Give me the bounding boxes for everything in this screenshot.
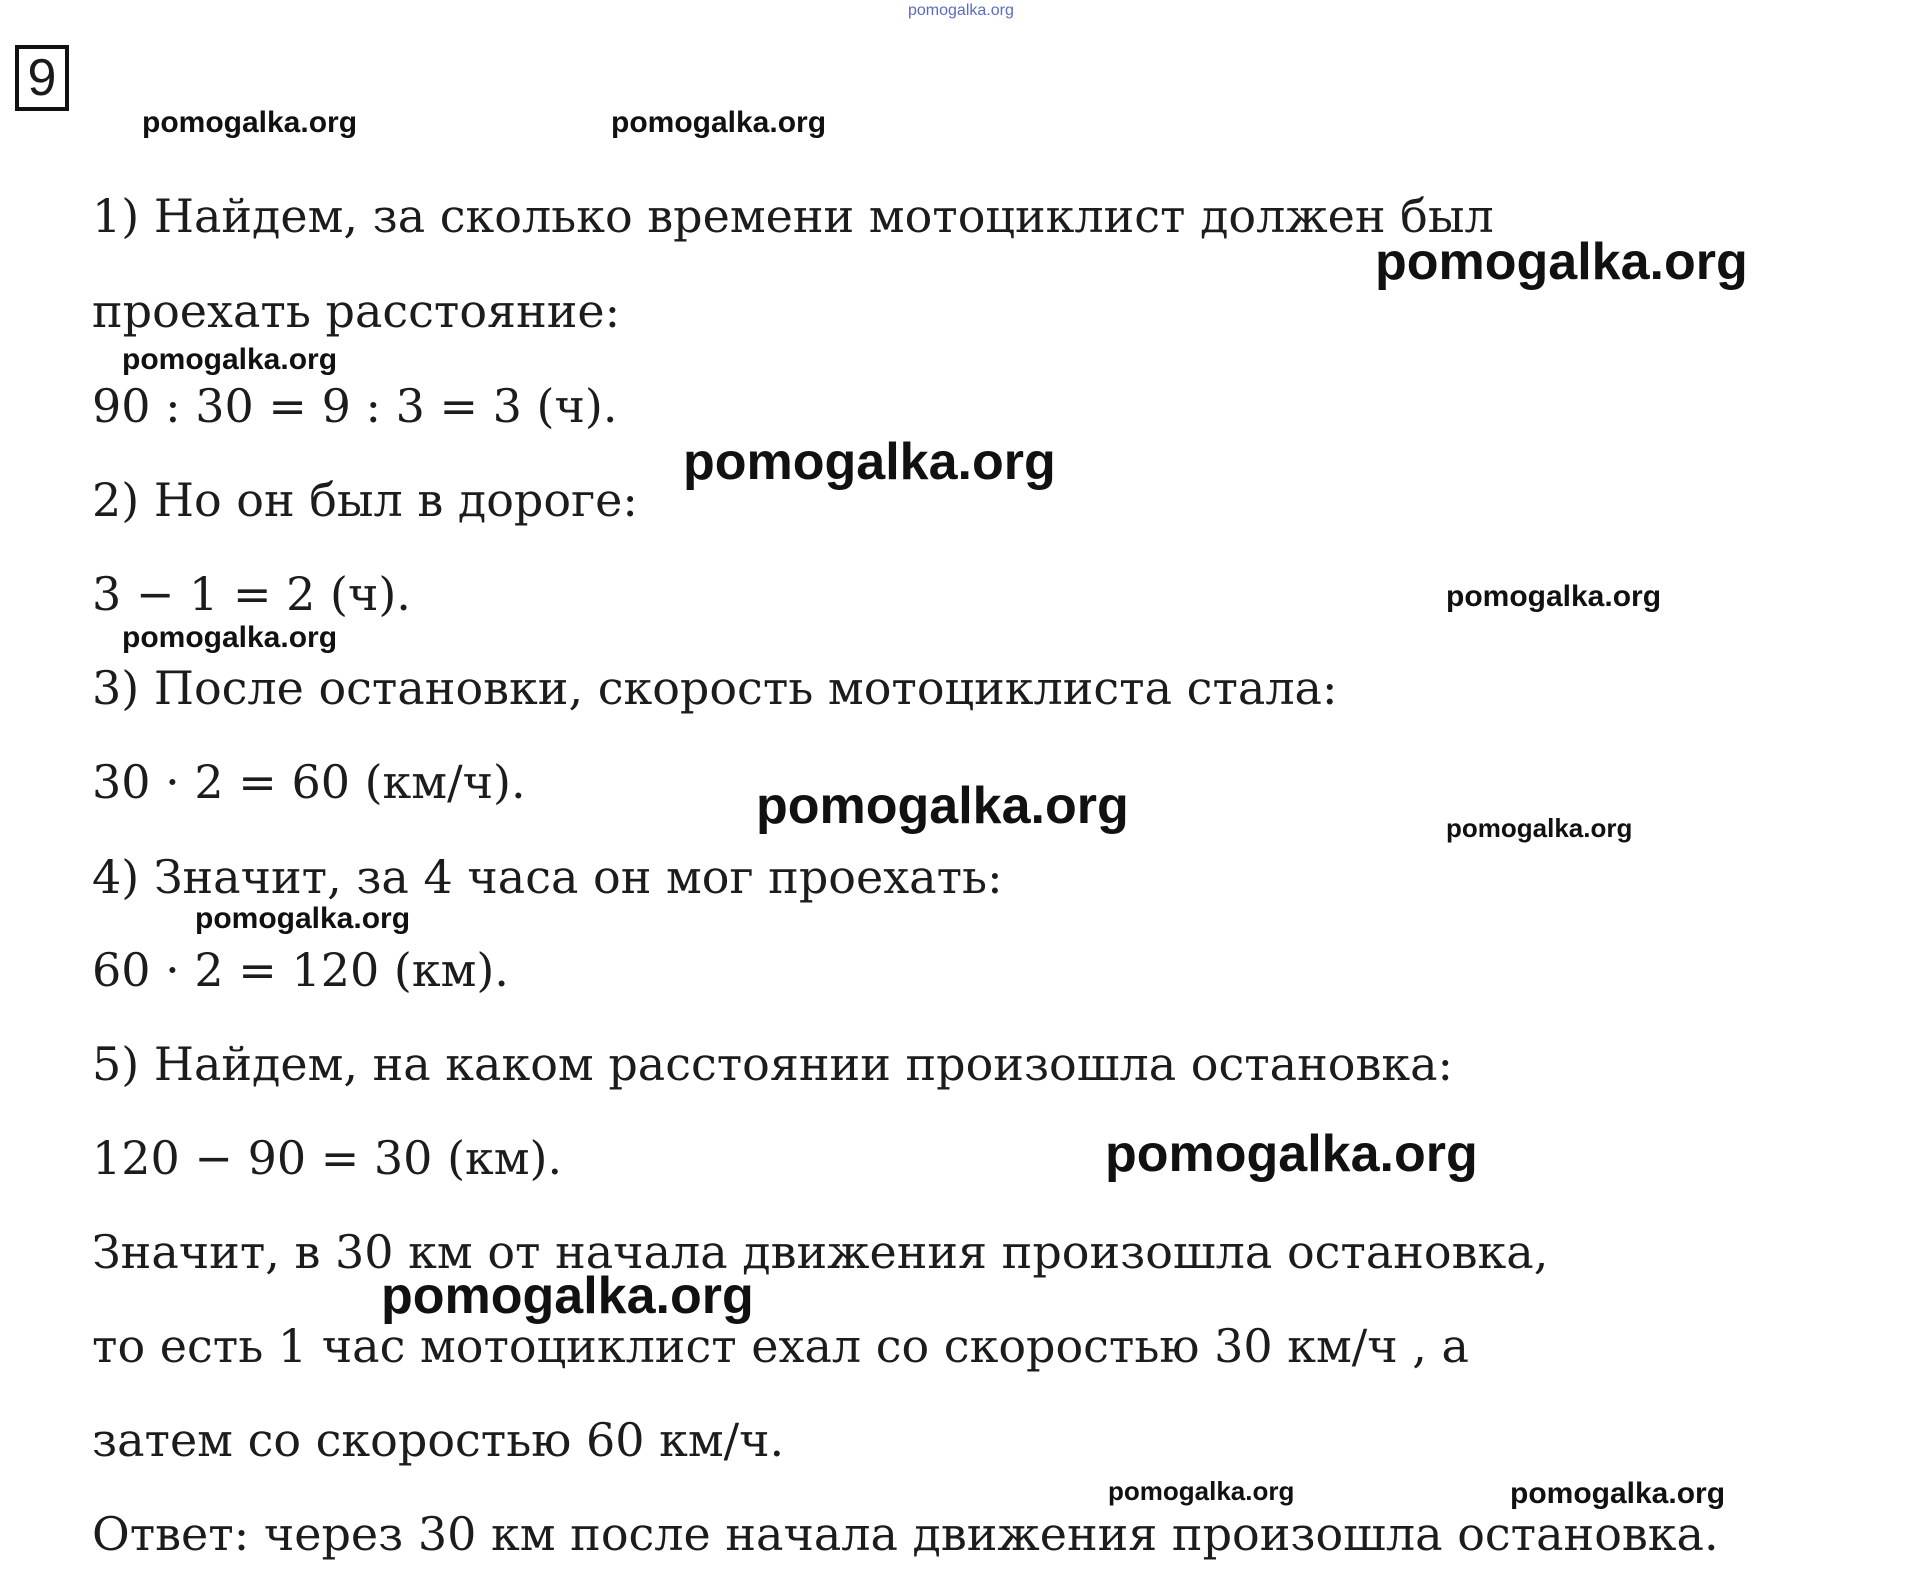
watermark: pomogalka.org — [611, 106, 827, 139]
watermark: pomogalka.org — [1105, 1125, 1478, 1183]
watermark: pomogalka.org — [1375, 233, 1748, 291]
watermark: pomogalka.org — [683, 433, 1056, 491]
solution-line-3: 90 : 30 = 9 : 3 = 3 (ч). — [92, 379, 618, 433]
answer-line: Ответ: через 30 км после начала движения произошла остановка. — [92, 1507, 1719, 1561]
solution-line-13: то есть 1 час мотоциклист ехал со скоростью 30 км/ч , а — [92, 1319, 1469, 1373]
watermark: pomogalka.org — [1446, 580, 1662, 613]
solution-line-11: 120 − 90 = 30 (км). — [92, 1131, 563, 1185]
watermark: pomogalka.org — [756, 777, 1129, 835]
watermark: pomogalka.org — [1446, 813, 1633, 843]
solution-line-10: 5) Найдем, на каком расстоянии произошла остановка: — [92, 1037, 1454, 1091]
solution-line-6: 3) После остановки, скорость мотоциклиста стала: — [92, 661, 1338, 715]
solution-line-14: затем со скоростью 60 км/ч. — [92, 1413, 785, 1467]
watermark: pomogalka.org — [195, 902, 411, 935]
watermark: pomogalka.org — [122, 621, 338, 654]
solution-line-8: 4) Значит, за 4 часа он мог проехать: — [92, 850, 1003, 904]
solution-line-1: 1) Найдем, за сколько времени мотоциклист должен был — [92, 189, 1494, 243]
watermark: pomogalka.org — [908, 2, 1014, 19]
solution-line-7: 30 · 2 = 60 (км/ч). — [92, 755, 526, 809]
watermark: pomogalka.org — [1108, 1476, 1295, 1506]
watermark: pomogalka.org — [381, 1267, 754, 1325]
task-number-box: 9 — [15, 45, 69, 111]
solution-line-5: 3 − 1 = 2 (ч). — [92, 567, 411, 621]
watermark: pomogalka.org — [142, 106, 358, 139]
solution-line-12: Значит, в 30 км от начала движения произошла остановка, — [92, 1225, 1549, 1279]
solution-line-9: 60 · 2 = 120 (км). — [92, 943, 509, 997]
solution-line-4: 2) Но он был в дороге: — [92, 473, 638, 527]
solution-line-2: проехать расстояние: — [92, 284, 621, 338]
watermark: pomogalka.org — [1510, 1477, 1726, 1510]
watermark: pomogalka.org — [122, 343, 338, 376]
